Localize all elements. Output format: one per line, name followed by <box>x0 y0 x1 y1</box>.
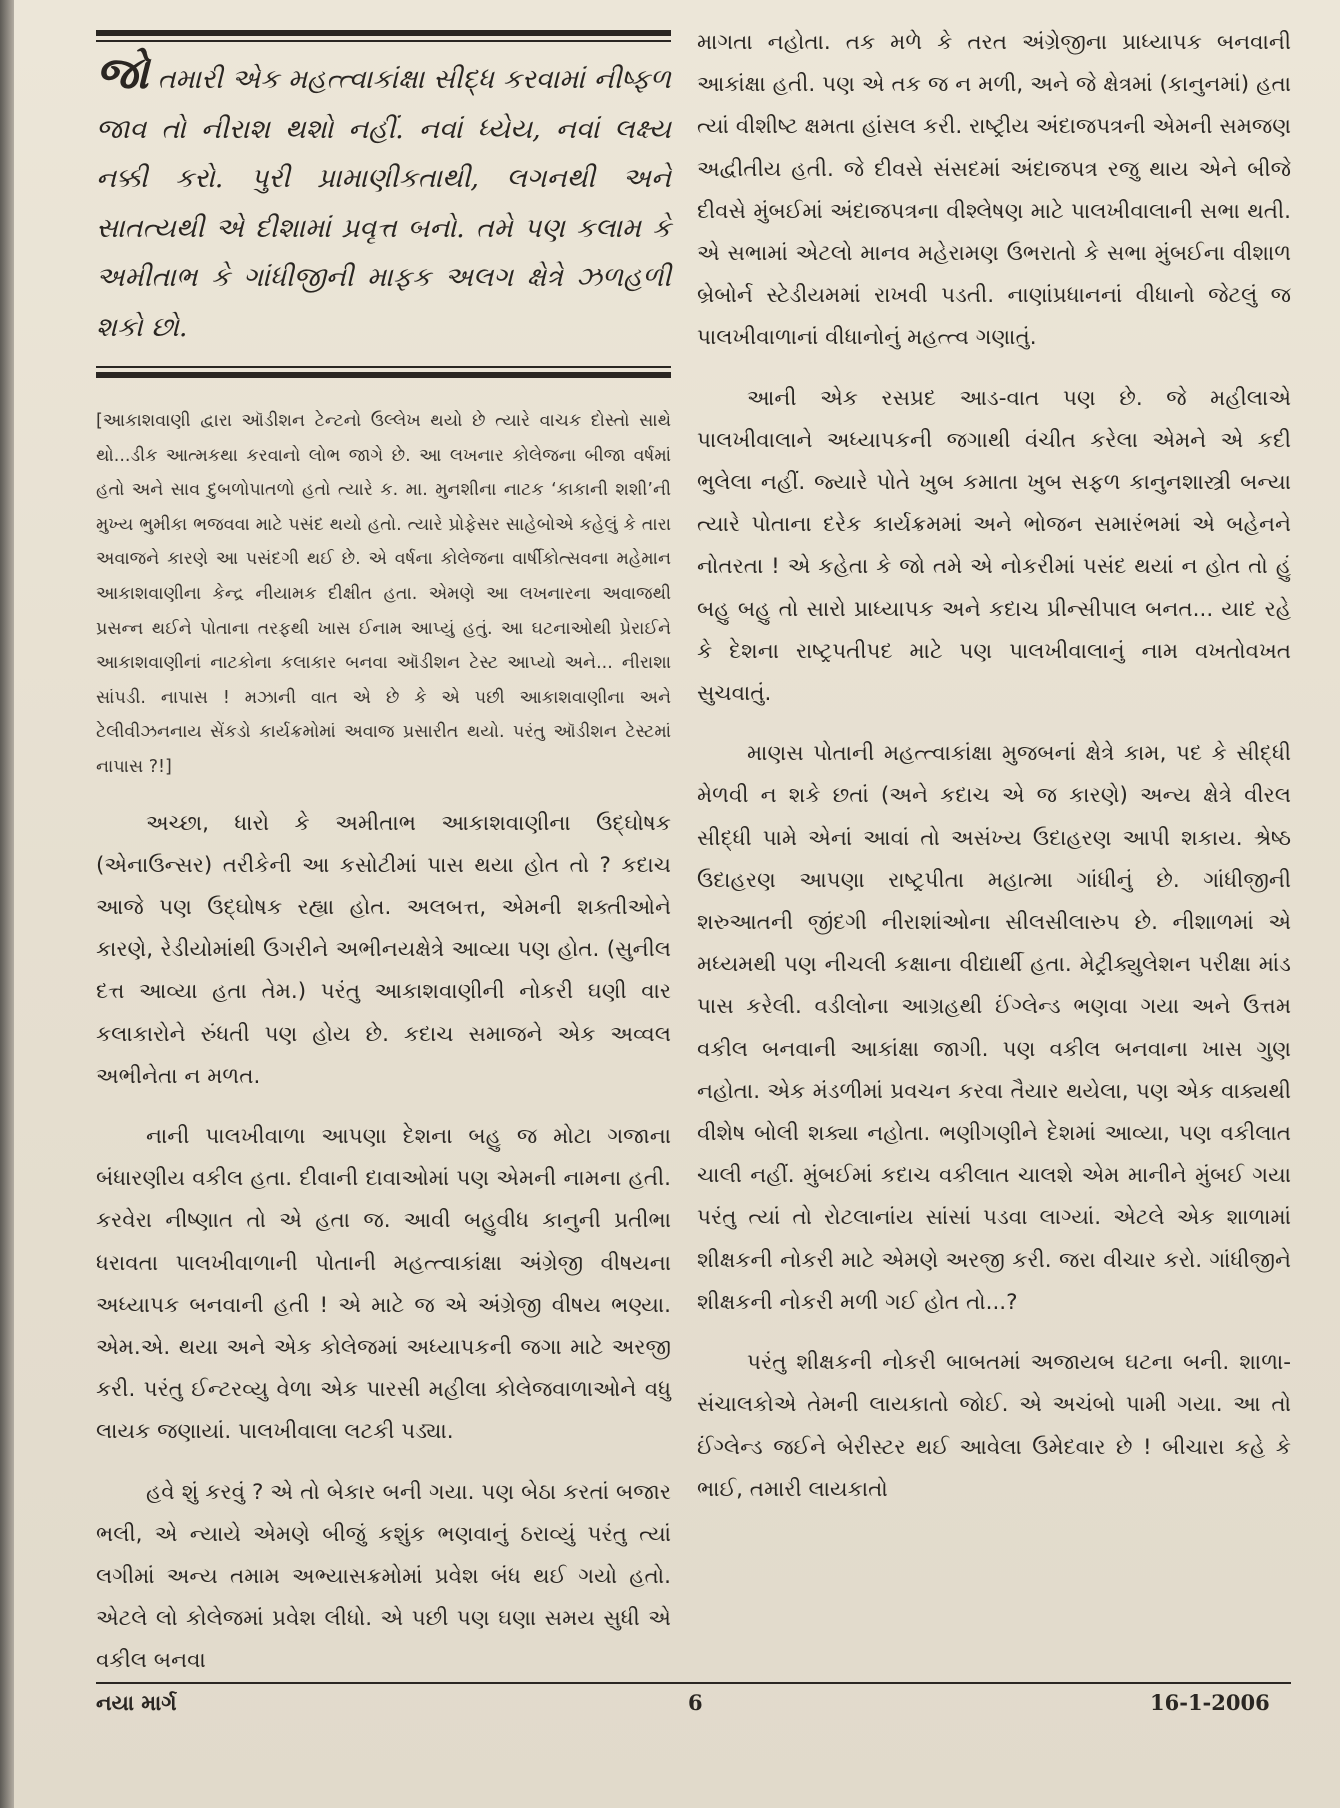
left-paragraph-3: હવે શું કરવું ? એ તો બેકાર બની ગયા. પણ બેઠા કરતાં બજાર ભલી, એ ન્યાયે એમણે બીજું કશુંક ભણવાનું ઠરાવ્યું પરંતુ ત્યાં લગીમાં અન્ય તમામ અભ્યાસક્રમોમાં પ્રવેશ બંધ થઈ ગયો હતો. એટલે લો કોલેજમાં પ્રવેશ લીધો. એ પછી પણ ઘણા સમય સુધી એ વકીલ બનવા <box>96 1479 671 1674</box>
pull-quote <box>96 42 671 366</box>
right-column <box>697 22 1291 1511</box>
footer-date: 16-1-2006 <box>1150 1690 1270 1715</box>
left-paragraph-2: નાની પાલખીવાળા આપણા દેશના બહુ જ મોટા ગજાના બંધારણીય વકીલ હતા. દીવાની દાવાઓમાં પણ એમની નામના હતી. કરવેરા નીષ્ણાત તો એ હતા જ. આવી બહુવીધ કાનુની પ્રતીભા ધરાવતા પાલખીવાળાની પોતાની મહત્ત્વાકાંક્ષા અંગ્રેજી વીષયના અધ્યાપક બનવાની હતી ! એ માટે જ એ અંગ્રેજી વીષય ભણ્યા. એમ.એ. થયા અને એક કોલેજમાં અધ્યાપકની જગા માટે અરજી કરી. પરંતુ ઈન્ટરવ્યુ વેળા એક પારસી મહીલા કોલેજવાળાઓને વધુ લાયક જણાયાં. પાલખીવાલા લટકી પડ્યા. <box>96 1123 671 1445</box>
left-paragraph-1: અચ્છા, ધારો કે અમીતાભ આકાશવાણીના ઉદ્‌ઘોષક (એનાઉન્સર) તરીકેની આ કસોટીમાં પાસ થયા હોત તો ? કદાચ આજે પણ ઉદ્‌ઘોષક રહ્યા હોત. અલબત્ત, એમની શક્તીઓને કારણે, રેડીયોમાંથી ઉગરીને અભીનયક્ષેત્રે આવ્યા પણ હોત. (સુનીલ દત્ત આવ્યા હતા તેમ.) પરંતુ આકાશવાણીની નોકરી ઘણી વાર કલાકારોને રુંધતી પણ હોય છે. કદાચ સમાજને એક અવ્વલ અભીનેતા ન મળત. <box>96 810 671 1089</box>
callout-top-rule <box>96 30 671 36</box>
callout-bottom-thin-rule <box>96 366 671 368</box>
right-paragraph-2: આની એક રસપ્રદ આડ-વાત પણ છે. જે મહીલાએ પાલખીવાલાને અધ્યાપકની જગાથી વંચીત કરેલા એમને એ કદી ભુલેલા નહીં. જ્યારે પોતે ખુબ કમાતા ખુબ સફળ કાનુનશાસ્ત્રી બન્યા ત્યારે પોતાના દરેક કાર્યક્રમમાં અને ભોજન સમારંભમાં એ બહેનને નોતરતા ! એ કહેતા કે જો તમે એ નોકરીમાં પસંદ થયાં ન હોત તો હું બહુ બહુ તો સારો પ્રાધ્યાપક અને કદાચ પ્રીન્સીપાલ બનત... યાદ રહે કે દેશના રાષ્ટ્રપતીપદ માટે પણ પાલખીવાલાનું નામ વખતોવખત સુચવાતું. <box>697 385 1291 707</box>
right-paragraph-3: માણસ પોતાની મહત્ત્વાકાંક્ષા મુજબનાં ક્ષેત્રે કામ, પદ કે સીદ્ધી મેળવી ન શકે છતાં (અને કદાચ એ જ કારણે) અન્ય ક્ષેત્રે વીરલ સીદ્ધી પામે એનાં આવાં તો અસંખ્ય ઉદાહરણ આપી શકાય. શ્રેષ્ઠ ઉદાહરણ આપણા રાષ્ટ્રપીતા મહાત્મા ગાંધીનું છે. ગાંધીજીની શરુઆતની જીંદગી નીરાશાંઓના સીલસીલારુપ છે. નીશાળમાં એ મધ્યમથી પણ નીચલી કક્ષાના વીદ્યાર્થી હતા. મેટ્રીક્યુલેશન પરીક્ષા માંડ પાસ કરેલી. વડીલોના આગ્રહથી ઈંગ્લેન્ડ ભણવા ગયા અને ઉત્તમ વકીલ બનવાની આકાંક્ષા જાગી. પણ વકીલ બનવાના ખાસ ગુણ નહોતા. એક મંડળીમાં પ્રવચન કરવા તૈયાર થયેલા, પણ એક વાક્યથી વીશેષ બોલી શક્યા નહોતા. ભણીગણીને દેશમાં આવ્યા, પણ વકીલાત ચાલી નહીં. મુંબઈમાં કદાચ વકીલાત ચાલશે એમ માનીને મુંબઈ ગયા પરંતુ ત્યાં તો રોટલાનાંય સાંસાં પડવા લાગ્યાં. એટલે એક શાળામાં શીક્ષકની નોકરી માટે એમણે અરજી કરી. જરા વીચાર કરો. ગાંધીજીને શીક્ષકની નોકરી મળી ગઈ હોત તો...? <box>697 741 1291 1315</box>
right-paragraph-1: માગતા નહોતા. તક મળે કે તરત અંગ્રેજીના પ્રાધ્યાપક બનવાની આકાંક્ષા હતી. પણ એ તક જ ન મળી, અને જે ક્ષેત્રમાં (કાનુનમાં) હતા ત્યાં વીશીષ્ટ ક્ષમતા હાંસલ કરી. રાષ્ટ્રીય અંદાજપત્રની એમની સમજણ અદ્વીતીય હતી. જે દીવસે સંસદમાં અંદાજપત્ર રજુ થાય એને બીજે દીવસે મુંબઈમાં અંદાજપત્રના વીશ્લેષણ માટે પાલખીવાલાની સભા થતી. એ સભામાં એટલો માનવ મહેરામણ ઉભરાતો કે સભા મુંબઈના વીશાળ બ્રેબોર્ન સ્ટેડીયમમાં રાખવી પડતી. નાણાંપ્રધાનનાં વીધાનો જેટલું જ પાલખીવાળાનાં વીધાનોનું મહત્ત્વ ગણાતું. <box>697 30 1291 351</box>
pull-quote-dropcap: જો <box>96 48 149 99</box>
callout-bottom-rule <box>96 372 671 378</box>
pull-quote-text: તમારી એક મહત્ત્વાકાંક્ષા સીદ્ધ કરવામાં નીષ્ફળ જાવ તો નીરાશ થશો નહીં. નવાં ધ્યેય, નવાં લક્ષ્ય નક્કી કરો. પુરી પ્રામાણીકતાથી, લગનથી અને સાતત્યથી એ દીશામાં પ્રવૃત્ત બનો. તમે પણ કલામ કે અમીતાભ કે ગાંધીજીની માફક અલગ ક્ષેત્રે ઝળહળી શકો છો. <box>96 64 671 343</box>
footer-publication: નયા માર્ગ <box>96 1690 177 1715</box>
scan-edge <box>0 0 14 1808</box>
footer-page-number: 6 <box>688 1690 703 1715</box>
right-paragraph-4: પરંતુ શીક્ષકની નોકરી બાબતમાં અજાયબ ઘટના બની. શાળા-સંચાલકોએ તેમની લાયકાતો જોઈ. એ અચંબો પામી ગયા. આ તો ઈંગ્લેન્ડ જઈને બેરીસ્ટર થઈ આવેલા ઉમેદવાર છે ! બીચારા કહે કે ભાઈ, તમારી લાયકાતો <box>697 1350 1291 1502</box>
left-column <box>96 30 671 1683</box>
footer-rule <box>96 1682 1291 1684</box>
bracketed-note: [આકાશવાણી દ્વારા ઑડીશન ટેન્ટનો ઉલ્લેખ થયો છે ત્યારે વાચક દોસ્તો સાથે થો...ડીક આત્મકથા કરવાનો લોભ જાગે છે. આ લખનાર કોલેજના બીજા વર્ષમાં હતો અને સાવ દુબળોપાતળો હતો ત્યારે ક. મા. મુનશીના નાટક ‘કાકાની શશી’ની મુખ્ય ભુમીકા ભજવવા માટે પસંદ થયો હતો. ત્યારે પ્રોફેસર સાહેબોએ કહેલું કે તારા અવાજને કારણે આ પસંદગી થઈ છે. એ વર્ષના કોલેજના વાર્ષીકોત્સવના મહેમાન આકાશવાણીના કેન્દ્ર નીયામક દીક્ષીત હતા. એમણે આ લખનારના અવાજથી પ્રસન્ન થઈને પોતાના તરફથી ખાસ ઈનામ આપ્યું હતું. આ ઘટનાઓથી પ્રેરાઈને આકાશવાણીનાં નાટકોના કલાકાર બનવા ઑડીશન ટેસ્ટ આપ્યો અને... નીરાશા સાંપડી. નાપાસ ! મઝાની વાત એ છે કે એ પછી આકાશવાણીના અને ટેલીવીઝનનાય સેંકડો કાર્યક્રમોમાં અવાજ પ્રસારીત થયો. પરંતુ ઑડીશન ટેસ્ટમાં નાપાસ ?!] <box>96 411 671 777</box>
